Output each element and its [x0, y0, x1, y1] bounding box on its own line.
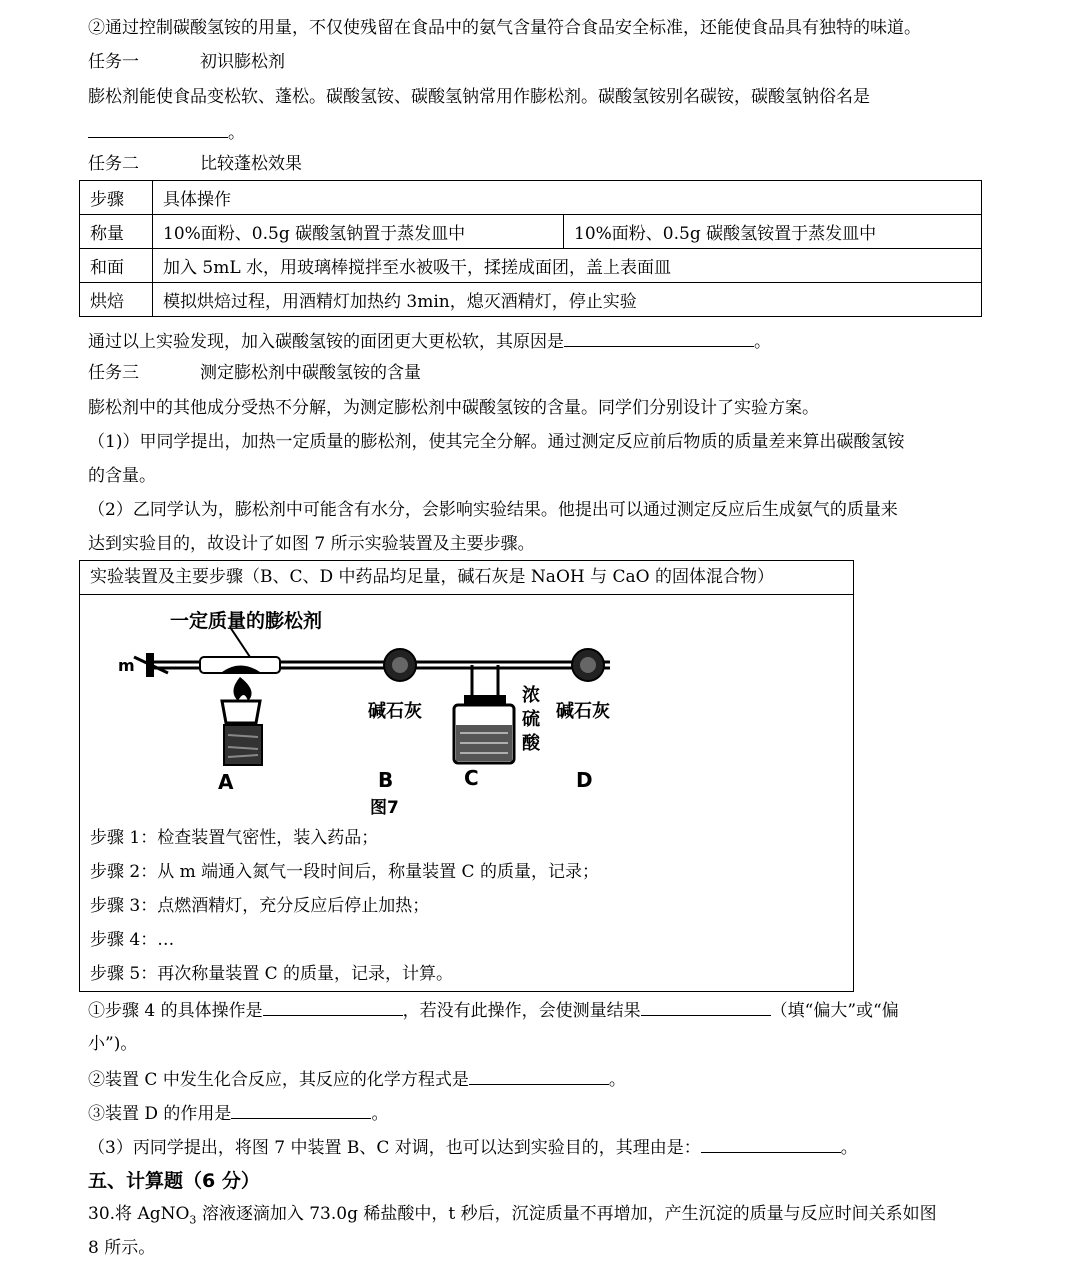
sub2-a: ②装置 C 中发生化合反应，其反应的化学方程式是 — [88, 1070, 469, 1090]
task1-text: 膨松剂能使食品变松软、蓬松。碳酸氢铵、碳酸氢钠常用作膨松剂。碳酸氢铵别名碳铵，碳酸氢钠俗名是 — [88, 87, 870, 107]
label-b: B — [378, 768, 394, 792]
table-header-step: 步骤 — [80, 181, 153, 215]
acid-char-1: 浓 — [522, 685, 540, 706]
drying-tube-b — [384, 649, 416, 681]
answer-blank-baking-soda[interactable] — [88, 119, 228, 138]
table-cell: 10%面粉、0.5g 碳酸氢铵置于蒸发皿中 — [564, 215, 982, 249]
answer-blank-reason[interactable] — [564, 328, 754, 347]
sub3-a: ③装置 D 的作用是 — [88, 1104, 232, 1124]
sub3-line — [88, 1100, 388, 1126]
step-1: 步骤 1：检查装置气密性，装入药品； — [90, 828, 379, 848]
q3-end: 。 — [840, 1138, 858, 1158]
table-cell: 烘焙 — [80, 283, 153, 317]
table-header-operation: 具体操作 — [153, 181, 982, 215]
task1-heading — [88, 50, 285, 74]
table-cell: 和面 — [80, 249, 153, 283]
label-c: C — [464, 766, 479, 790]
task2-title: 比较蓬松效果 — [200, 154, 302, 174]
q2-line2: 达到实验目的，故设计了如图 7 所示实验装置及主要步骤。 — [88, 534, 535, 554]
task1-title: 初识膨松剂 — [200, 52, 285, 72]
answer-blank-device-d[interactable] — [231, 1100, 371, 1119]
table-cell: 称量 — [80, 215, 153, 249]
section-heading: 五、计算题（6 分） — [88, 1170, 260, 1192]
table-row — [80, 181, 982, 215]
task2-conclusion-end: 。 — [754, 332, 771, 352]
q30-subscript: 3 — [189, 1213, 197, 1227]
task1-label: 任务一 — [88, 52, 139, 72]
wash-bottle-c — [454, 665, 514, 763]
step-5: 步骤 5：再次称量装置 C 的质量，记录，计算。 — [90, 964, 454, 984]
q3-line — [88, 1134, 858, 1160]
table-cell: 模拟烘焙过程，用酒精灯加热约 3min，熄灭酒精灯，停止实验 — [153, 283, 982, 317]
step-2: 步骤 2：从 m 端通入氮气一段时间后，称量装置 C 的质量，记录； — [90, 862, 599, 882]
alcohol-lamp — [222, 677, 262, 765]
sample-label: 一定质量的膨松剂 — [170, 610, 323, 632]
intro-line: ②通过控制碳酸氢铵的用量，不仅使残留在食品中的氨气含量符合食品安全标准，还能使食品具有独特的味道。 — [88, 18, 921, 38]
q2-line1: （2）乙同学认为，膨松剂中可能含有水分，会影响实验结果。他提出可以通过测定反应后生成氨气的质量来 — [88, 500, 898, 520]
table-row — [80, 215, 982, 249]
label-a: A — [218, 770, 234, 794]
task2-conclusion-text: 通过以上实验发现，加入碳酸氢铵的面团更大更松软，其原因是 — [88, 332, 564, 352]
label-d: D — [576, 768, 593, 792]
task2-label: 任务二 — [88, 154, 139, 174]
task2-heading — [88, 152, 302, 176]
answer-blank-equation[interactable] — [469, 1066, 609, 1085]
acid-char-2: 硫 — [522, 709, 540, 730]
sub2-line — [88, 1066, 626, 1092]
soda-lime-d-label: 碱石灰 — [556, 701, 610, 722]
sub1-line2: 小”)。 — [88, 1034, 138, 1054]
apparatus-header: 实验装置及主要步骤（B、C、D 中药品均足量，碱石灰是 NaOH 与 CaO 的固体混合物） — [80, 561, 853, 595]
sub1-c: （填“偏大”或“偏 — [770, 1001, 899, 1021]
soda-lime-b-label: 碱石灰 — [368, 701, 422, 722]
q1-line2: 的含量。 — [88, 466, 156, 486]
task1-end: 。 — [228, 123, 245, 143]
step-3: 步骤 3：点燃酒精灯，充分反应后停止加热； — [90, 896, 430, 916]
figure-caption: 图7 — [370, 798, 399, 818]
answer-blank-reason-swap[interactable] — [701, 1134, 841, 1153]
table-cell: 10%面粉、0.5g 碳酸氢钠置于蒸发皿中 — [153, 215, 564, 249]
q3-a: （3）丙同学提出，将图 7 中装置 B、C 对调，也可以达到实验目的，其理由是： — [88, 1138, 701, 1158]
drying-tube-d — [572, 649, 604, 681]
q30-a: 30.将 AgNO — [88, 1204, 190, 1224]
task1-answer-line — [88, 119, 245, 145]
q30-line2: 8 所示。 — [88, 1238, 156, 1258]
q30-b: 溶液逐滴加入 73.0g 稀盐酸中，t 秒后，沉淀质量不再增加，产生沉淀的质量与反应时间关系如图 — [196, 1204, 937, 1224]
table-cell: 加入 5mL 水，用玻璃棒搅拌至水被吸干，揉搓成面团，盖上表面皿 — [153, 249, 982, 283]
answer-blank-result[interactable] — [641, 997, 771, 1016]
acid-char-3: 酸 — [522, 733, 540, 754]
operations-table — [79, 180, 982, 317]
answer-blank-step4[interactable] — [263, 997, 403, 1016]
task3-label: 任务三 — [88, 363, 139, 383]
task3-title: 测定膨松剂中碳酸氢铵的含量 — [200, 363, 421, 383]
step-4: 步骤 4：… — [90, 930, 175, 950]
task2-conclusion — [88, 328, 771, 354]
q1-line1: （1)）甲同学提出，加热一定质量的膨松剂，使其完全分解。通过测定反应前后物质的质量差来算出碳酸氢铵 — [88, 432, 905, 452]
sub2-end: 。 — [608, 1070, 626, 1090]
sub1-a: ①步骤 4 的具体操作是 — [88, 1001, 263, 1021]
sub1-line1 — [88, 997, 899, 1023]
table-row — [80, 283, 982, 317]
apparatus-box — [79, 560, 854, 992]
q30-line1 — [88, 1202, 937, 1232]
inlet-valve — [134, 653, 168, 677]
sub3-end: 。 — [371, 1104, 389, 1124]
task3-intro: 膨松剂中的其他成分受热不分解，为测定膨松剂中碳酸氢铵的含量。同学们分别设计了实验方案。 — [88, 398, 819, 418]
inlet-label: m — [118, 656, 135, 675]
task3-heading — [88, 361, 421, 385]
apparatus-figure — [110, 605, 670, 805]
table-row — [80, 249, 982, 283]
sub1-b: ，若没有此操作，会使测量结果 — [402, 1001, 641, 1021]
